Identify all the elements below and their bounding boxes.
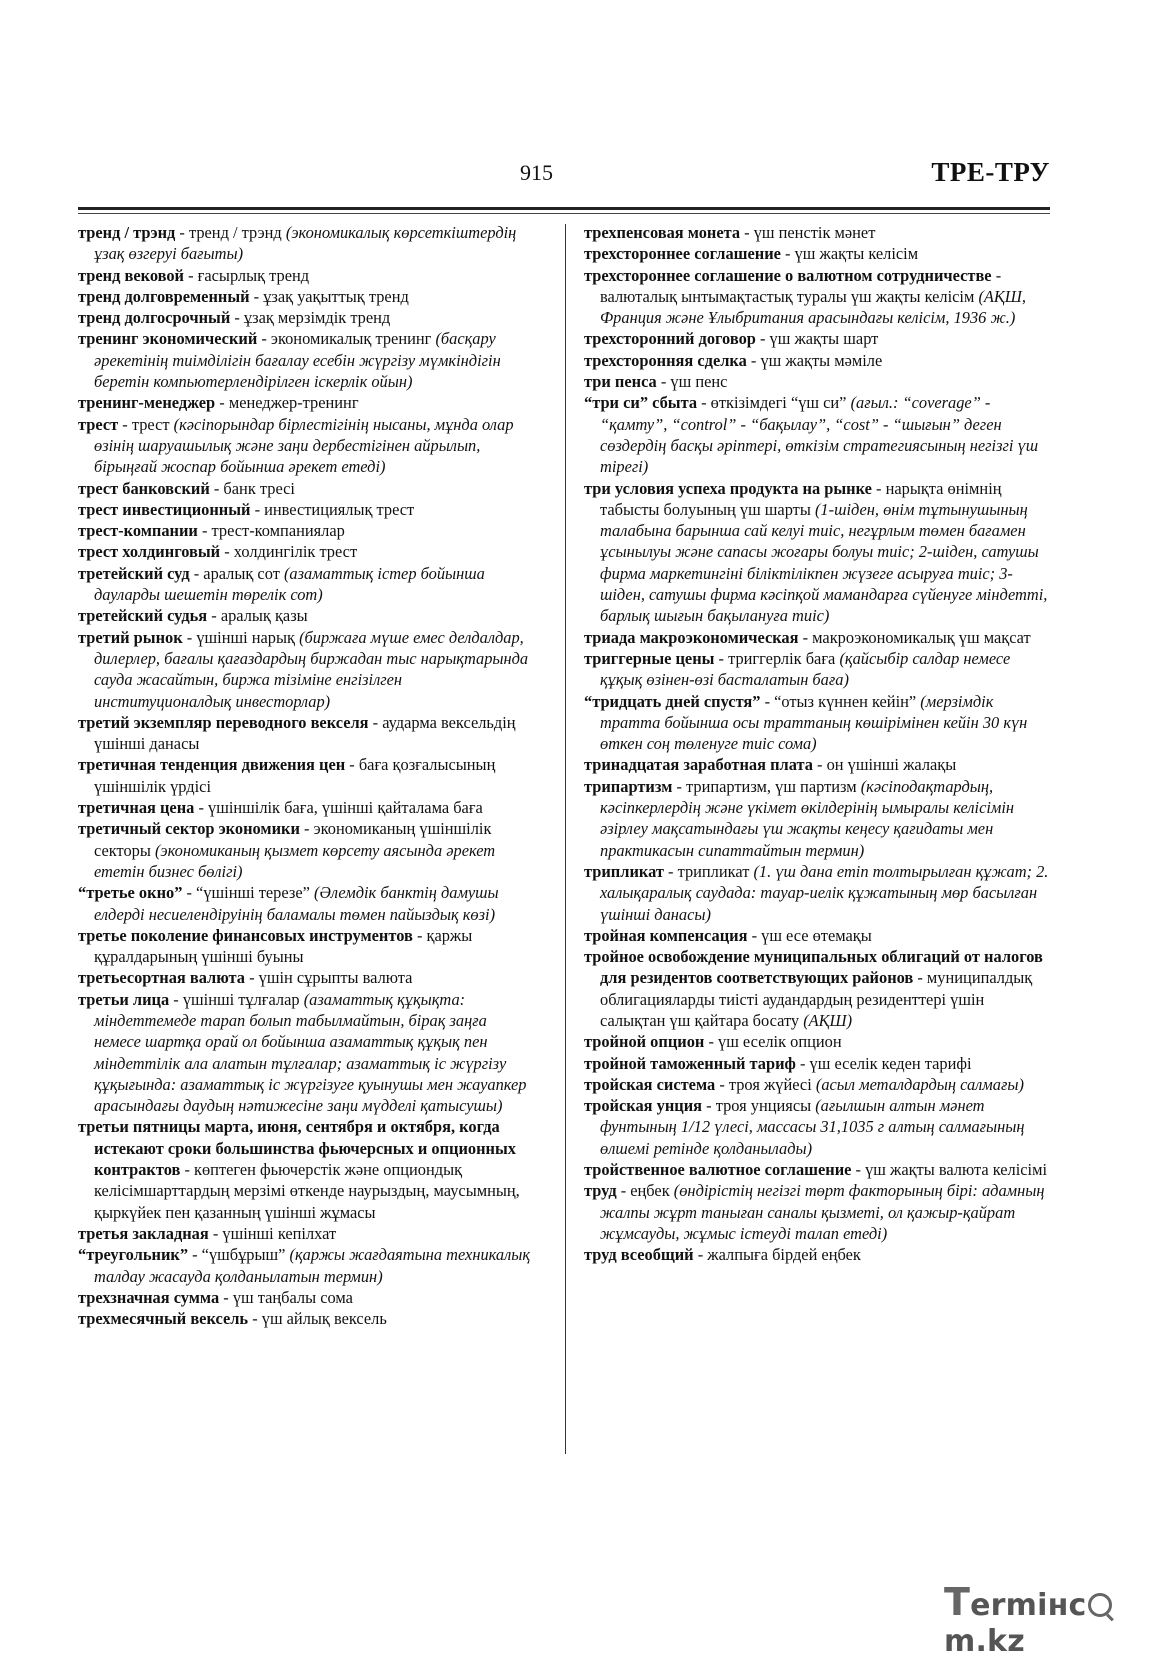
- page-number: 915: [520, 160, 553, 185]
- entry-definition: - менеджер-тренинг: [215, 393, 359, 413]
- dictionary-entry: [584, 371, 1050, 392]
- entry-term: тройное освобождение муниципальных облигаций от налогов для резидентов соответствующих районов: [584, 947, 1043, 988]
- entry-definition: - үш жақты мәміле: [746, 350, 883, 370]
- entry-definition: - үшін сұрыпты валюта: [245, 968, 413, 988]
- entry-term: тренд долгосрочный: [78, 308, 231, 328]
- entry-definition: - үш пенс: [656, 372, 728, 392]
- dictionary-entry: [584, 946, 1050, 1031]
- entry-definition: - холдингілік трест: [220, 542, 358, 562]
- entry-note: (асыл металдардың салмағы): [815, 1074, 1024, 1094]
- entry-definition: - инвестициялық трест: [250, 499, 415, 519]
- dictionary-entry: [78, 541, 536, 562]
- entry-definition: - ғасырлық тренд: [184, 265, 310, 285]
- dictionary-entry: [78, 605, 536, 626]
- entry-definition: - трест: [118, 414, 174, 434]
- entry-note: (қайсыбір салдар немесе құқық өзінен-өзі басталатын баға): [600, 648, 1011, 690]
- entry-definition: - экономиканың үшіншілік секторы: [94, 819, 492, 860]
- dictionary-entry: [584, 1074, 1050, 1095]
- entry-definition: - үш есе өтемақы: [747, 925, 872, 945]
- entry-definition: - үшінші тұлғалар: [169, 989, 304, 1009]
- entry-note: (АҚШ, Франция және Ұлыбритания арасындағы келісім, 1936 ж.): [600, 286, 1027, 328]
- entry-note: (басқару әрекетінің тиімділігін бағалау есебін жүргізу мүмкіндігін беретін компьютерлендірілген іскерлік ойын): [94, 329, 501, 392]
- entry-term: трехсторонний договор: [584, 329, 756, 349]
- entry-definition: - ұзақ мерзімдік тренд: [230, 308, 391, 328]
- entry-note: (1. үш дана етіп толтырылған құжат; 2. халықаралық саудада: тауар-иелік құжатының мөр басылған үшінші данасы): [600, 861, 1049, 924]
- dictionary-entry: [78, 1223, 536, 1244]
- dictionary-entry: [78, 328, 536, 392]
- entry-definition: - үш таңбалы сома: [219, 1287, 353, 1307]
- entry-note: (ағыл.: “coverage” - “қамту”, “control” - “бақылау”, “cost” - “шығын” деген сөздердің басқы әріптері, өткізім стратегиясының негізгі үш тірегі): [600, 393, 1039, 477]
- entry-term: третьи пятницы марта, июня, сентября и октября, когда истекают сроки большинства фьючерсных и опционных контрактов: [78, 1117, 516, 1180]
- entry-definition: - валюталық ынтымақтастық туралы үш жақты келісім: [600, 265, 1002, 306]
- header-rule-thin: [78, 213, 1050, 214]
- watermark-middle: ermінc: [970, 1588, 1087, 1623]
- dictionary-entry: [584, 392, 1050, 477]
- entry-term: “тридцать дней спустя”: [584, 691, 761, 711]
- entry-term: три пенса: [584, 372, 657, 392]
- entry-term: третьесортная валюта: [78, 968, 246, 988]
- entry-term: третейский суд: [78, 563, 190, 583]
- entry-term: триада макроэкономическая: [584, 627, 799, 647]
- entry-definition: - “отыз күннен кейін”: [760, 691, 921, 711]
- dictionary-entry: [78, 563, 536, 606]
- entry-term: трехстороннее соглашение: [584, 244, 781, 264]
- dictionary-entry: [78, 222, 536, 265]
- dictionary-entry: [584, 243, 1050, 264]
- entry-note: (биржаға мүше емес делдалдар, дилерлер, бағалы қағаздардың биржадан тыс нарықтарында сауда жасайтын, биржа тізіміне енгізілген институционалдық инвесторлар): [94, 627, 529, 711]
- dictionary-entry: [78, 1287, 536, 1308]
- entry-note: (АҚШ): [803, 1010, 853, 1030]
- dictionary-entry: [78, 286, 536, 307]
- dictionary-entry: [584, 350, 1050, 371]
- entry-note: (1-шіден, өнім тұтынушының талабына барынша сай келуі тиіс, негұрлым төмен бағамен ұсынылуы және сапасы жоғары болуы тиіс; 2-шіден, сатушы фирма маркетингіні біліктілікпен жүзеге асыруға тиіс; 3-шіден, сатушы фирма кәсіпқой мамандарға сүйенуге міндетті, барлық шығын бақылануға тиіс): [600, 499, 1048, 626]
- entry-definition: - он үшінші жалақы: [812, 755, 957, 775]
- entry-term: трест инвестиционный: [78, 499, 251, 519]
- entry-definition: - аударма вексельдің үшінші данасы: [94, 712, 516, 754]
- right-column: [584, 222, 1050, 1266]
- entry-note: (ағылшын алтын мәнет фунтының 1/12 үлесі, массасы 31,1035 г алтың салмағының өлшемі ретінде қолданылады): [600, 1096, 1025, 1158]
- dictionary-entry: [78, 989, 536, 1117]
- entry-definition: - трест-компаниялар: [197, 521, 345, 541]
- dictionary-entry: [78, 307, 536, 328]
- entry-term: три условия успеха продукта на рынке: [584, 478, 872, 498]
- dictionary-entry: [584, 222, 1050, 243]
- dictionary-entry: [78, 818, 536, 882]
- dictionary-entry: [584, 265, 1050, 329]
- dictionary-entry: [78, 967, 536, 988]
- entry-definition: - үшінші нарық: [182, 627, 300, 647]
- entry-term: трехзначная сумма: [78, 1287, 220, 1307]
- entry-note: (экономикалық көрсеткіштердің ұзақ өзгеруі бағыты): [94, 223, 517, 264]
- entry-definition: - баға қозғалысының үшіншілік үрдісі: [94, 755, 496, 796]
- entry-term: третье поколение финансовых инструментов: [78, 925, 413, 945]
- dictionary-entry: [78, 265, 536, 286]
- entry-definition: - үш жақты валюта келісімі: [851, 1160, 1048, 1180]
- entry-term: третичный сектор экономики: [78, 819, 300, 839]
- entry-definition: - үш айлық вексель: [248, 1309, 387, 1329]
- entry-term: третья закладная: [78, 1223, 209, 1243]
- entry-definition: - тренд / трэнд: [175, 223, 286, 242]
- entry-definition: - нарықта өнімнің табысты болуының үш шарты: [600, 478, 1002, 519]
- dictionary-entry: [78, 882, 536, 925]
- dictionary-entry: [584, 627, 1050, 648]
- entry-term: третичная тенденция движения цен: [78, 755, 346, 775]
- entry-term: труд всеобщий: [584, 1245, 694, 1265]
- dictionary-entry: [584, 1159, 1050, 1180]
- entry-term: трехсторонняя сделка: [584, 350, 747, 370]
- dictionary-entry: [78, 754, 536, 797]
- entry-note: (азаматтық құқықта: міндеттемеде тарап болып табылмайтын, бірақ заңға немесе шартқа орай ол бойынша азаматтық құқық пен міндеттілік ала алатын тұлғалар; азаматтық іс жүргізу құқығында: азаматтық іс жүргізуге қуынушы мен жауапкер арасындағы даудың нәтижесіне заңи мүдделі қатысушы): [94, 989, 527, 1116]
- entry-term: тройская система: [584, 1074, 716, 1094]
- entry-definition: - макроэкономикалық үш мақсат: [798, 627, 1031, 647]
- entry-term: тройной таможенный тариф: [584, 1053, 796, 1073]
- dictionary-entry: [78, 392, 536, 413]
- dictionary-entry: [584, 1031, 1050, 1052]
- entry-definition: - үш еселік кеден тарифі: [795, 1053, 972, 1073]
- entry-definition: - үш жақты шарт: [755, 329, 879, 349]
- entry-definition: - трипартизм, үш партизм: [672, 776, 861, 796]
- entry-term: трехстороннее соглашение о валютном сотрудничестве: [584, 265, 992, 285]
- entry-term: “треугольник”: [78, 1245, 189, 1265]
- entry-term: “три си” сбыта: [584, 393, 698, 413]
- dictionary-entry: [78, 499, 536, 520]
- entry-term: трехмесячный вексель: [78, 1309, 249, 1329]
- entry-definition: - триггерлік баға: [714, 648, 840, 668]
- dictionary-entry: [78, 1244, 536, 1287]
- dictionary-entry: [584, 776, 1050, 861]
- dictionary-entry: [584, 1053, 1050, 1074]
- entry-note: (өндірістің негізгі төрт факторының бірі: адамның жалпы жұрт таныған саналы қызметі, ол қажыр-қайрат жұмсауды, жұмыс істеуді талап етеді): [600, 1181, 1045, 1243]
- dictionary-entry: [584, 691, 1050, 755]
- entry-definition: - троя жүйесі: [715, 1074, 816, 1094]
- dictionary-entry: [78, 414, 536, 478]
- entry-term: тройной опцион: [584, 1032, 705, 1052]
- entry-definition: - банк тресі: [209, 478, 295, 498]
- entry-definition: - “үшбұрыш”: [188, 1245, 290, 1265]
- dictionary-entry: [78, 627, 536, 712]
- entry-term: трест холдинговый: [78, 542, 221, 562]
- dictionary-entry: [78, 925, 536, 968]
- entry-definition: - қаржы құралдарының үшінші буыны: [94, 925, 473, 967]
- column-divider: [565, 224, 566, 1454]
- watermark-tail: m.kz: [944, 1624, 1025, 1659]
- entry-term: “третье окно”: [78, 883, 183, 903]
- entry-definition: - муниципалдық облигацияларды тиісті аудандардың резиденттері үшін салықтан үш қайтара босату: [600, 968, 1033, 1030]
- entry-term: трехпенсовая монета: [584, 223, 741, 242]
- entry-term: триггерные цены: [584, 648, 715, 668]
- entry-definition: - трипликат: [663, 861, 754, 881]
- entry-term: труд: [584, 1181, 617, 1201]
- entry-term: тройная компенсация: [584, 925, 748, 945]
- running-head: ТРЕ-ТРУ: [931, 157, 1050, 187]
- dictionary-entry: [584, 328, 1050, 349]
- entry-definition: - троя унциясы: [702, 1096, 816, 1116]
- entry-definition: - өткізімдегі “үш си”: [697, 393, 851, 413]
- entry-term: третьи лица: [78, 989, 170, 1009]
- entry-definition: - еңбек: [616, 1181, 674, 1201]
- entry-note: (Әлемдік банктің дамушы елдерді несиелендіруінің баламалы төмен пайыздық көзі): [94, 883, 499, 924]
- left-column: [78, 222, 536, 1329]
- magnifier-icon: [1088, 1593, 1112, 1617]
- entry-term: тренд / трэнд: [78, 223, 176, 242]
- entry-term: третейский судья: [78, 606, 208, 626]
- entry-term: трест: [78, 414, 119, 434]
- entry-term: тренинг экономический: [78, 329, 258, 349]
- dictionary-entry: [584, 754, 1050, 775]
- entry-term: тренд долговременный: [78, 286, 250, 306]
- dictionary-entry: [78, 797, 536, 818]
- dictionary-entry: [584, 648, 1050, 691]
- entry-definition: - үш пенстік мәнет: [740, 223, 876, 242]
- termincom-watermark: [944, 1580, 1158, 1659]
- entry-note: (кәсіпорындар бірлестігінің нысаны, мұнда олар өзінің шаруашылық және заңи дербестігінен айрылып, бірыңғай жоспар бойынша әрекет етеді): [94, 414, 514, 477]
- entry-note: (кәсіподақтардың, кәсіпкерлердің және үкімет өкілдерінің ымыралы келісімін әзірлеу мақсатындағы үш жақты кеңесу қағидаты мен практикасын сипаттайтын термин): [600, 776, 1015, 860]
- entry-definition: - үш еселік опцион: [704, 1032, 842, 1052]
- entry-term: тринадцатая заработная плата: [584, 755, 813, 775]
- entry-term: тройская унция: [584, 1096, 703, 1116]
- dictionary-entry: [584, 478, 1050, 627]
- entry-definition: - үш жақты келісім: [780, 244, 919, 264]
- entry-term: трест-компании: [78, 521, 198, 541]
- dictionary-entry: [78, 478, 536, 499]
- dictionary-entry: [78, 520, 536, 541]
- entry-definition: - көптеген фьючерстік және опциондық келісімшарттардың мерзімі өткенде наурыздың, маусымның, қыркүйек пен қазанның үшінші жұмасы: [94, 1160, 520, 1222]
- entry-note: (азаматтық істер бойынша дауларды шешетін төрелік сот): [94, 563, 485, 605]
- entry-term: тренд вековой: [78, 265, 184, 285]
- dictionary-entry: [78, 712, 536, 755]
- dictionary-entry: [584, 1244, 1050, 1265]
- entry-note: (экономиканың қызмет көрсету аясында әрекет ететін бизнес бөлігі): [94, 840, 496, 881]
- entry-definition: - ұзақ уақыттық тренд: [249, 286, 409, 306]
- entry-definition: - үшіншілік баға, үшінші қайталама баға: [194, 798, 483, 818]
- entry-definition: - аралық сот: [189, 563, 284, 583]
- entry-term: трипликат: [584, 861, 664, 881]
- header-rule: [78, 207, 1050, 210]
- entry-term: трипартизм: [584, 776, 673, 796]
- dictionary-entry: [584, 1180, 1050, 1244]
- entry-term: тройственное валютное соглашение: [584, 1160, 852, 1180]
- watermark-lead: T: [944, 1580, 971, 1624]
- entry-term: трест банковский: [78, 478, 210, 498]
- dictionary-entry: [78, 1116, 536, 1222]
- entry-definition: - “үшінші терезе”: [182, 883, 314, 903]
- dictionary-entry: [584, 1095, 1050, 1159]
- entry-note: (қаржы жағдаятына техникалық талдау жасауда қолданылатын термин): [94, 1245, 531, 1286]
- entry-term: третичная цена: [78, 798, 195, 818]
- entry-note: (мерзімдік тратта бойынша осы траттаның көшірімінен кейін 30 күн өткен соң төленуге тиіс сома): [600, 691, 1028, 754]
- dictionary-entry: [584, 861, 1050, 925]
- entry-definition: - жалпыға бірдей еңбек: [693, 1245, 861, 1265]
- entry-term: третий рынок: [78, 627, 183, 647]
- entry-term: третий экземпляр переводного векселя: [78, 712, 369, 732]
- dictionary-entry: [78, 1308, 536, 1329]
- entry-definition: - үшінші кепілхат: [208, 1223, 337, 1243]
- entry-term: тренинг-менеджер: [78, 393, 216, 413]
- entry-definition: - экономикалық тренинг: [257, 329, 436, 349]
- entry-definition: - аралық қазы: [207, 606, 308, 626]
- dictionary-entry: [584, 925, 1050, 946]
